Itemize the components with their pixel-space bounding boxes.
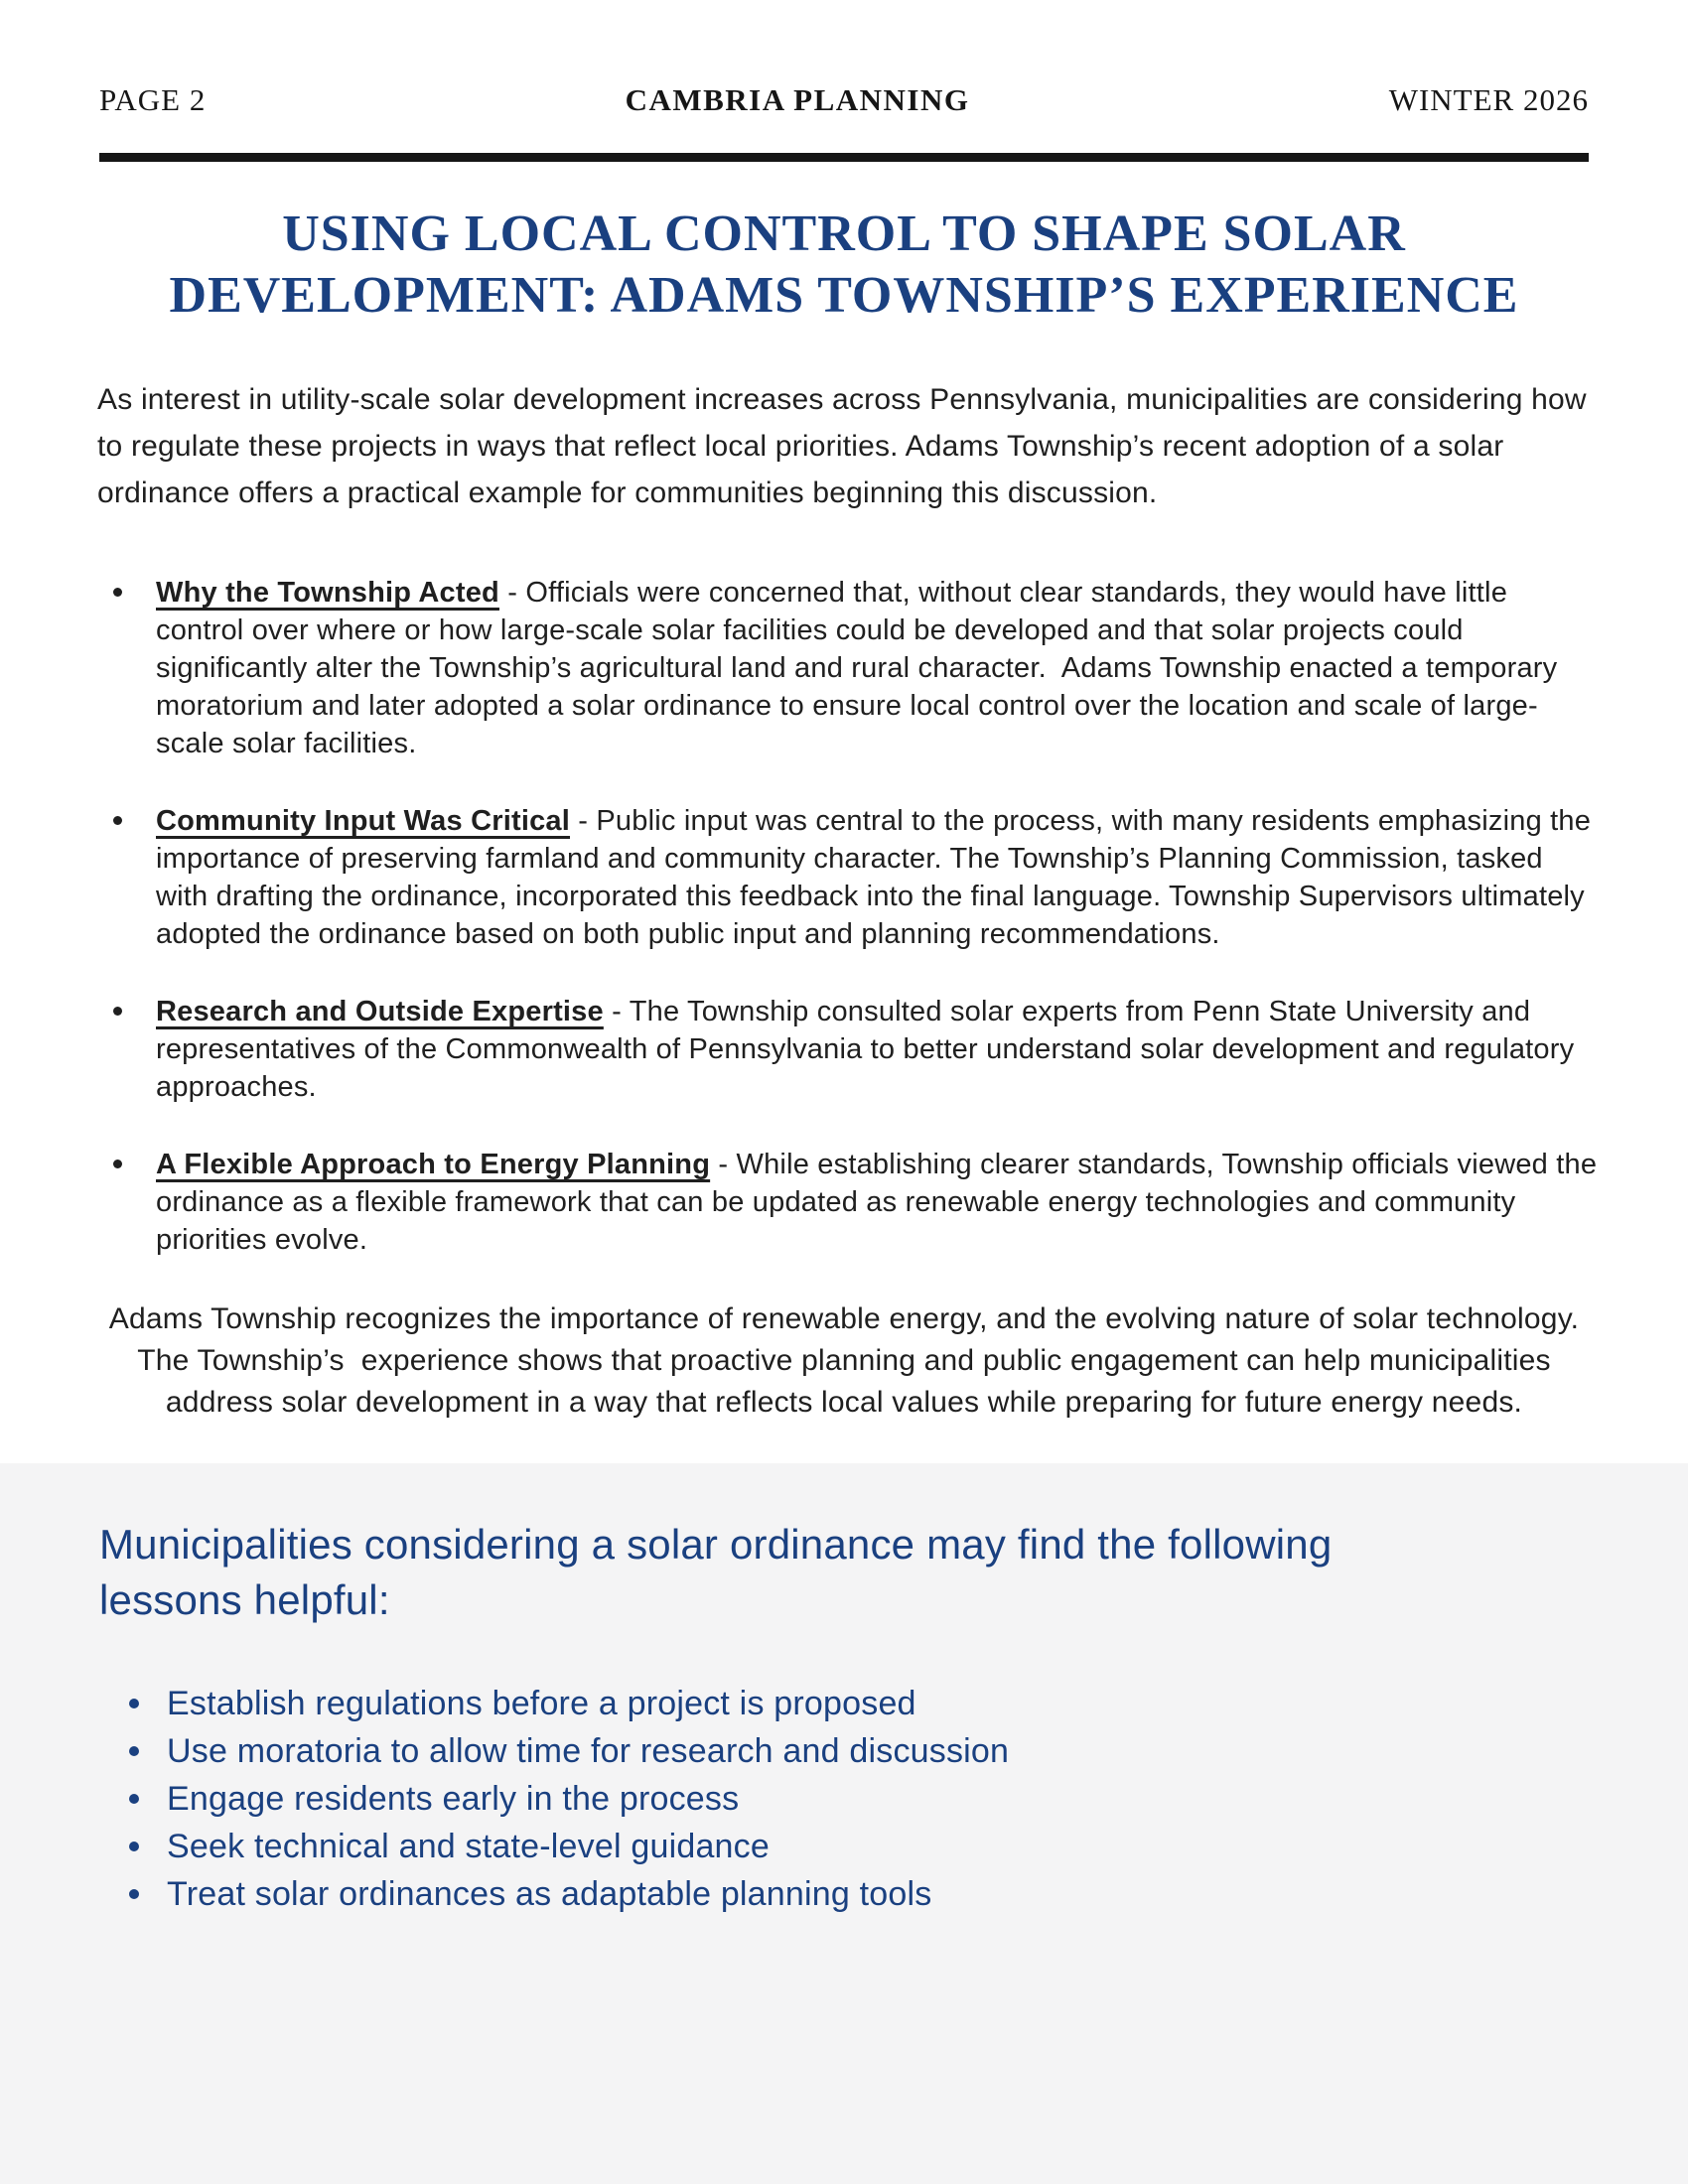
lessons-panel [0, 1463, 1688, 2184]
list-item [99, 802, 1599, 953]
lesson-text: Seek technical and state-level guidance [167, 1828, 770, 1865]
bullet-icon [113, 816, 122, 825]
lesson-text: Treat solar ordinances as adaptable planning tools [167, 1875, 932, 1913]
key-point-text: - Public input was central to the process, with many residents emphasizing the importance of preserving farmland and community character. The Township’s Planning Commission, tasked with drafting the ordinance, incorporated this feedback into the final language. Township Supervisors ultimately adopted the ordinance based on both public input and planning recommendations. [156, 805, 1600, 950]
bullet-icon [129, 1699, 139, 1708]
lesson-text: Use moratoria to allow time for research and discussion [167, 1732, 1010, 1770]
lesson-text: Establish regulations before a project is proposed [167, 1685, 916, 1722]
page-header [99, 0, 1589, 119]
article-title-line1: USING LOCAL CONTROL TO SHAPE SOLAR [282, 205, 1406, 262]
list-item [99, 993, 1599, 1106]
key-point-text: - While establishing clearer standards, Township officials viewed the ordinance as a flexible framework that can be updated as renewable energy technologies and community priorities evolve. [156, 1149, 1606, 1256]
key-point-heading: A Flexible Approach to Energy Planning [156, 1149, 711, 1180]
bullet-icon [129, 1794, 139, 1804]
list-item [99, 1146, 1606, 1259]
issue-date: WINTER 2026 [1388, 82, 1589, 117]
lessons-heading: Municipalities considering a solar ordinance may find the following lessons helpful: [99, 1521, 1333, 1623]
bullet-icon [129, 1746, 139, 1756]
bullet-icon [113, 1007, 122, 1016]
key-point-heading: Research and Outside Expertise [156, 996, 604, 1027]
article-title [119, 204, 1569, 327]
lesson-text: Engage residents early in the process [167, 1780, 740, 1818]
list-item [99, 1870, 1589, 1918]
intro-paragraph: As interest in utility-scale solar development increases across Pennsylvania, municipalities are considering how to regulate these projects in ways that reflect local priorities. Adams Township’s recent adoption of a solar ordinance offers a practical example for communities beginning this discussion. [97, 383, 1596, 509]
bullet-icon [129, 1842, 139, 1851]
header-divider [99, 153, 1589, 162]
article-title-line2: DEVELOPMENT: ADAMS TOWNSHIP’S EXPERIENCE [169, 267, 1519, 324]
key-points-list [99, 574, 1606, 1259]
key-point-heading: Why the Township Acted [156, 577, 499, 609]
list-item [99, 574, 1599, 762]
key-point-text: - The Township consulted solar experts from Penn State University and representatives of the Commonwealth of Pennsylvania to better understand solar development and regulatory approaches. [156, 996, 1583, 1103]
list-item [99, 1727, 1589, 1775]
list-item [99, 1680, 1589, 1727]
list-item [99, 1775, 1589, 1823]
key-point-heading: Community Input Was Critical [156, 805, 570, 837]
bullet-icon [129, 1889, 139, 1899]
bullet-icon [113, 1160, 122, 1168]
closing-paragraph: Adams Township recognizes the importance of renewable energy, and the evolving nature of solar technology. The Township’s experience shows that proactive planning and public engagement can help municipalities address solar development in a way that reflects local values while preparing for future energy needs. [108, 1302, 1597, 1419]
list-item [99, 1823, 1589, 1870]
bullet-icon [113, 588, 122, 597]
page-number: PAGE 2 [99, 82, 207, 117]
lessons-list [99, 1680, 1589, 1918]
key-point-text: - Officials were concerned that, without clear standards, they would have little control over where or how large-scale solar facilities could be developed and that solar projects could significantly alter the Township’s agricultural land and rural character. Adams Township enacted a temporary moratorium and later adopted a solar ordinance to ensure local control over the location and scale of large-scale solar facilities. [156, 577, 1566, 759]
publication-title: CAMBRIA PLANNING [625, 82, 970, 117]
